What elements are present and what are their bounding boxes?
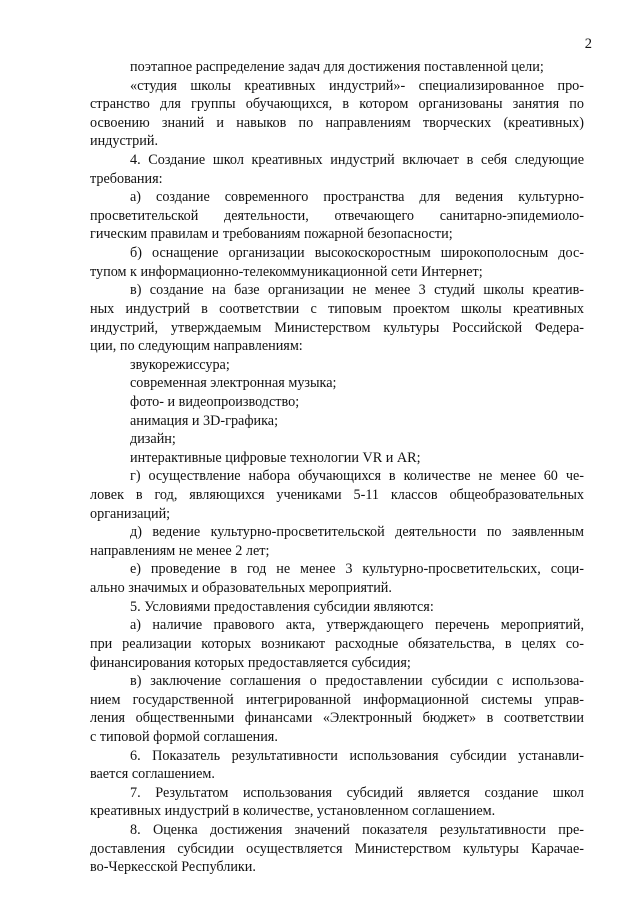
text-line: ально значимых и образовательных мероприятий. <box>90 580 392 597</box>
text-line: креативных индустрий в количестве, установленном соглашением. <box>90 803 496 820</box>
text-line: 8. Оценка достижения значений показателя результативности пре- <box>130 821 584 838</box>
text-line: а) наличие правового акта, утверждающего перечень мероприятий, <box>130 617 584 634</box>
text-line: при реализации которых возникают расходные обязательства, в целях со- <box>90 635 584 652</box>
text-line: гическим правилам и требованиям пожарной безопасности; <box>90 226 453 243</box>
text-line: фото- и видеопроизводство; <box>130 393 300 410</box>
text-line: б) оснащение организации высокоскоростным широкополосным дос- <box>130 245 584 262</box>
text-line: индустрий. <box>90 133 158 150</box>
text-line: поэтапное распределение задач для достижения поставленной цели; <box>130 59 544 75</box>
text-line: ловек в год, являющихся учениками 5-11 классов общеобразовательных <box>90 487 584 504</box>
text-line: в) заключение соглашения о предоставлении субсидии с использова- <box>130 673 584 690</box>
text-line: индустрий, утверждаемым Министерством культуры Российской Федера- <box>90 319 584 336</box>
text-line: ных индустрий в соответствии с типовым проектом школы креативных <box>90 300 584 317</box>
text-line: с типовой формой соглашения. <box>90 728 278 745</box>
text-line: анимация и 3D-графика; <box>130 412 279 429</box>
text-line: организаций; <box>90 505 171 522</box>
text-line: в) создание на базе организации не менее 3 студий школы креатив- <box>130 282 584 299</box>
text-line: а) создание современного пространства для ведения культурно- <box>130 189 584 206</box>
text-line: дизайн; <box>130 431 176 448</box>
text-line: е) проведение в год не менее 3 культурно-просветительских, соци- <box>130 561 584 578</box>
text-line: странство для группы обучающихся, в котором организованы занятия по <box>90 96 584 113</box>
text-line: 4. Создание школ креативных индустрий включает в себя следующие <box>130 152 584 169</box>
text-line: современная электронная музыка; <box>130 375 337 392</box>
text-line: ции, по следующим направлениям: <box>90 338 303 355</box>
text-line: 6. Показатель результативности использования субсидии устанавли- <box>130 747 584 764</box>
text-line: ления общественными финансами «Электронный бюджет» в соответствии <box>90 710 584 727</box>
text-line: г) осуществление набора обучающихся в количестве не менее 60 че- <box>130 468 584 485</box>
document-body <box>90 58 584 877</box>
text-line: д) ведение культурно-просветительской деятельности по заявленным <box>130 524 584 541</box>
text-line: просветительской деятельности, отвечающего санитарно-эпидемиоло- <box>90 207 584 224</box>
text-line: во-Черкесской Республики. <box>90 859 256 876</box>
text-line: доставления субсидии осуществляется Министерством культуры Карачае- <box>90 840 584 857</box>
text-line: требования: <box>90 170 163 187</box>
page-number: 2 <box>584 36 592 52</box>
text-line: направлениям не менее 2 лет; <box>90 542 270 559</box>
text-line: нием государственной интегрированной информационной системы управ- <box>90 691 584 708</box>
text-line: вается соглашением. <box>90 766 215 783</box>
text-line: тупом к информационно-телекоммуникационной сети Интернет; <box>90 263 483 280</box>
text-line: 7. Результатом использования субсидий является создание школ <box>130 784 584 801</box>
text-line: звукорежиссура; <box>130 356 230 373</box>
text-line: 5. Условиями предоставления субсидии являются: <box>130 598 434 615</box>
text-line: интерактивные цифровые технологии VR и AR; <box>130 449 421 466</box>
text-line: «студия школы креативных индустрий»- специализированное про- <box>130 77 584 94</box>
text-line: финансирования которых предоставляется субсидия; <box>90 654 411 671</box>
text-line: освоению знаний и навыков по направлениям творческих (креативных) <box>90 114 584 131</box>
